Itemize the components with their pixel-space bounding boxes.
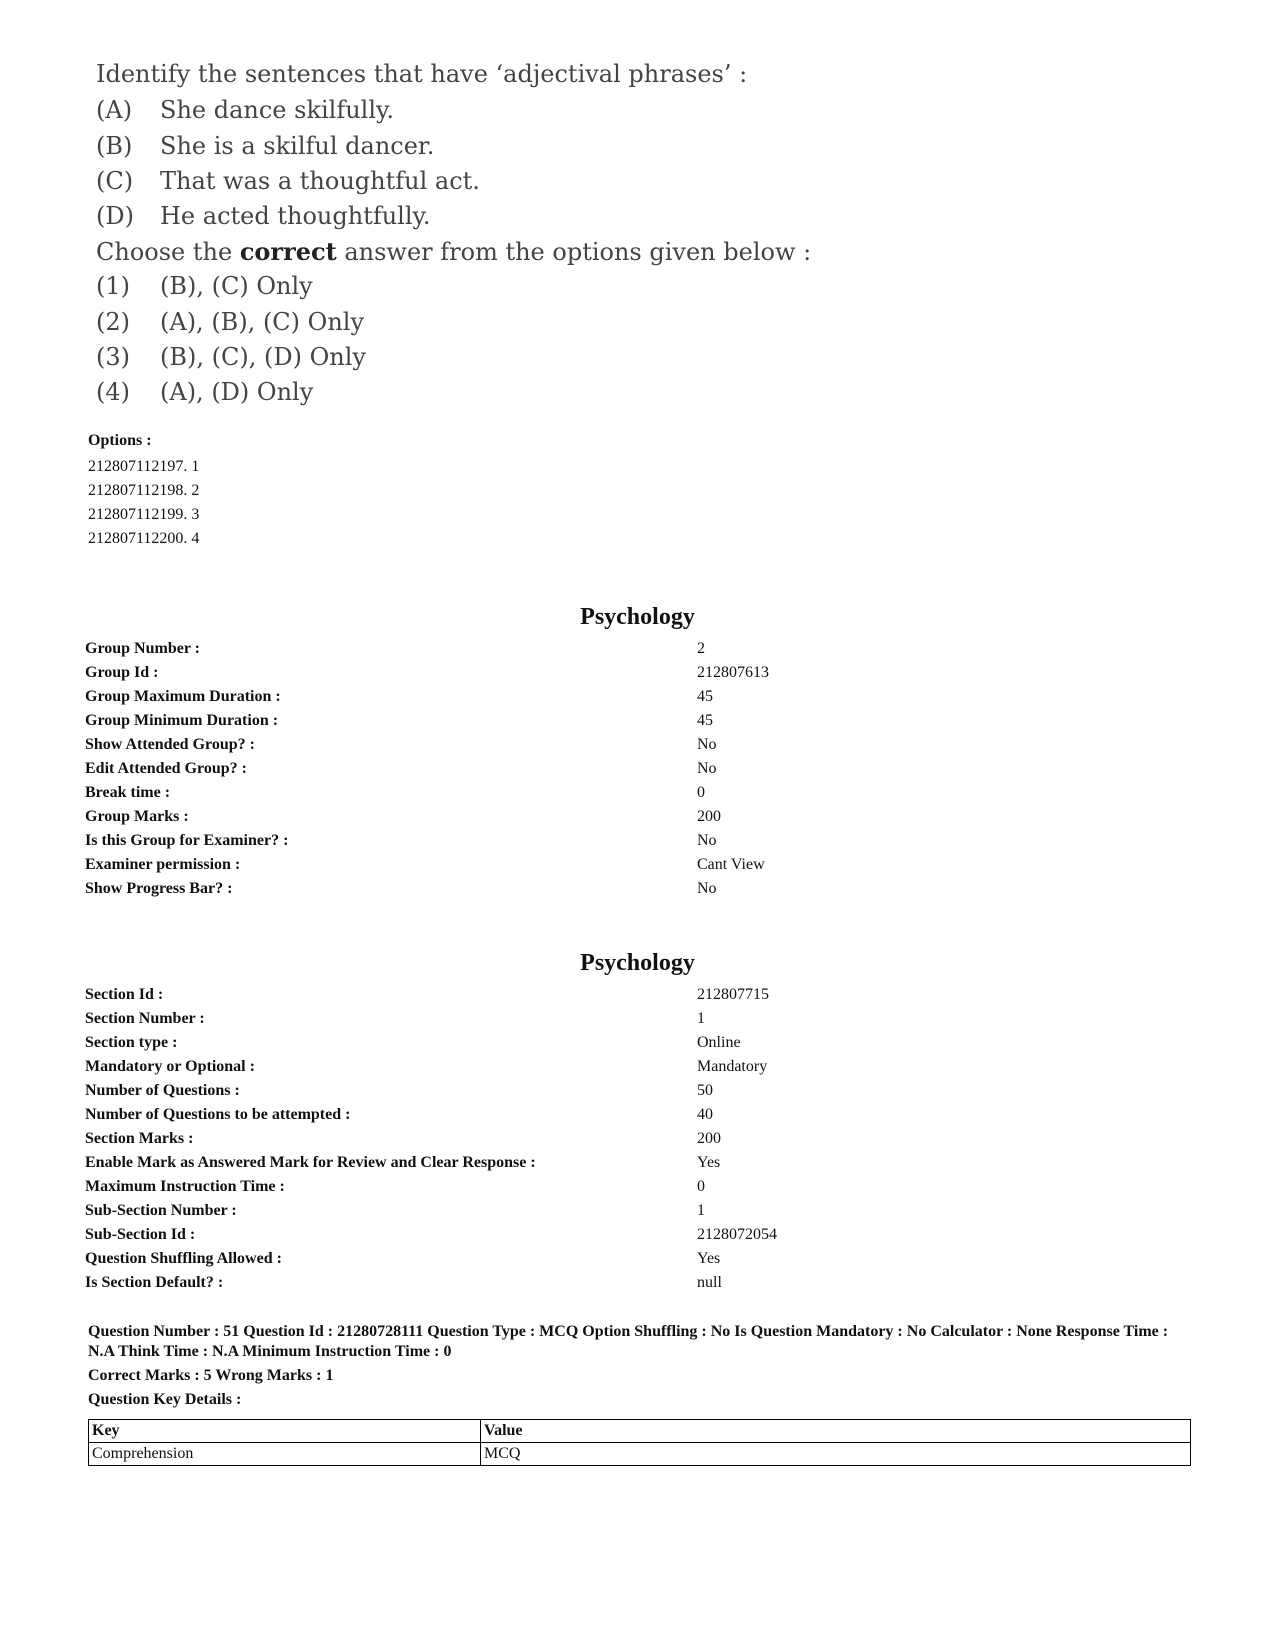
options-heading: Options : — [88, 432, 152, 449]
detail-value: 200 — [697, 1130, 721, 1147]
detail-value: No — [697, 880, 717, 897]
statement-text: He acted thoughtfully. — [160, 202, 431, 230]
detail-value: 45 — [697, 712, 713, 729]
detail-key: Number of Questions : — [85, 1082, 240, 1099]
detail-value: 212807715 — [697, 986, 769, 1003]
detail-key: Group Maximum Duration : — [85, 688, 281, 705]
statement-text: That was a thoughtful act. — [160, 167, 480, 195]
statement-label: (D) — [96, 202, 134, 230]
detail-key: Sub-Section Id : — [85, 1226, 196, 1243]
table-cell: MCQ — [481, 1443, 1191, 1466]
detail-value: 2 — [697, 640, 705, 657]
answer-label: (3) — [96, 343, 130, 371]
detail-value: 45 — [697, 688, 713, 705]
detail-value: Online — [697, 1034, 741, 1051]
detail-value: 200 — [697, 808, 721, 825]
detail-key: Break time : — [85, 784, 171, 801]
detail-key: Section Id : — [85, 986, 164, 1003]
statement-text: She dance skilfully. — [160, 96, 395, 124]
detail-key: Enable Mark as Answered Mark for Review and Clear Response : — [85, 1154, 536, 1171]
detail-key: Group Marks : — [85, 808, 189, 825]
option-item: 212807112197. 1 — [88, 458, 200, 475]
statement-label: (A) — [96, 96, 133, 124]
detail-value: 50 — [697, 1082, 713, 1099]
statement-label: (B) — [96, 132, 133, 160]
detail-key: Maximum Instruction Time : — [85, 1178, 285, 1195]
detail-key: Section Marks : — [85, 1130, 194, 1147]
detail-key: Examiner permission : — [85, 856, 241, 873]
detail-value: 2128072054 — [697, 1226, 777, 1243]
detail-value: 0 — [697, 1178, 705, 1195]
key-details-heading: Question Key Details : — [88, 1391, 242, 1408]
answer-label: (4) — [96, 378, 130, 406]
answer-text: (B), (C) Only — [160, 272, 313, 300]
detail-value: 1 — [697, 1010, 705, 1027]
answer-text: (A), (D) Only — [160, 378, 314, 406]
detail-value: No — [697, 736, 717, 753]
table-cell: Comprehension — [89, 1443, 481, 1466]
statement-label: (C) — [96, 167, 134, 195]
detail-key: Is this Group for Examiner? : — [85, 832, 289, 849]
table-header-row — [89, 1420, 1191, 1443]
choose-bold: correct — [239, 237, 337, 266]
marks-line: Correct Marks : 5 Wrong Marks : 1 — [88, 1367, 334, 1384]
detail-value: 0 — [697, 784, 705, 801]
question-prompt: Identify the sentences that have ‘adjectival phrases’ : — [96, 60, 748, 88]
choose-pre: Choose the — [96, 238, 240, 266]
detail-key: Group Number : — [85, 640, 200, 657]
table-header-value: Value — [481, 1420, 1191, 1443]
detail-key: Sub-Section Number : — [85, 1202, 237, 1219]
statement-text: She is a skilful dancer. — [160, 132, 435, 160]
table-row — [89, 1443, 1191, 1466]
choose-instruction — [96, 237, 811, 266]
detail-key: Show Attended Group? : — [85, 736, 255, 753]
group-title: Psychology — [580, 604, 695, 630]
question-meta — [88, 1322, 1198, 1414]
question-key-table — [88, 1419, 1191, 1466]
answer-label: (1) — [96, 272, 130, 300]
option-item: 212807112200. 4 — [88, 530, 200, 547]
detail-value: No — [697, 760, 717, 777]
detail-key: Group Id : — [85, 664, 159, 681]
option-item: 212807112198. 2 — [88, 482, 200, 499]
answer-text: (B), (C), (D) Only — [160, 343, 366, 371]
detail-value: 212807613 — [697, 664, 769, 681]
detail-key: Number of Questions to be attempted : — [85, 1106, 351, 1123]
choose-post: answer from the options given below : — [336, 238, 812, 266]
detail-key: Section type : — [85, 1034, 178, 1051]
detail-value: Yes — [697, 1250, 721, 1267]
detail-key: Question Shuffling Allowed : — [85, 1250, 282, 1267]
question-meta-line: Question Number : 51 Question Id : 21280728111 Question Type : MCQ Option Shuffling : No Is Question Mandatory : No Calculator : None Response Time : N.A Think Time : N.A Minimum Instruction Time : 0 — [88, 1323, 1169, 1360]
detail-value: Mandatory — [697, 1058, 768, 1075]
detail-value: 1 — [697, 1202, 705, 1219]
answer-text: (A), (B), (C) Only — [160, 308, 365, 336]
answer-label: (2) — [96, 308, 130, 336]
detail-value: Cant View — [697, 856, 765, 873]
table-header-key: Key — [89, 1420, 481, 1443]
detail-value: 40 — [697, 1106, 713, 1123]
detail-key: Group Minimum Duration : — [85, 712, 279, 729]
detail-value: No — [697, 832, 717, 849]
options-list — [88, 432, 199, 551]
section-title: Psychology — [580, 950, 695, 976]
detail-key: Show Progress Bar? : — [85, 880, 233, 897]
detail-value: null — [697, 1274, 722, 1291]
detail-key: Mandatory or Optional : — [85, 1058, 255, 1075]
detail-key: Edit Attended Group? : — [85, 760, 247, 777]
detail-key: Section Number : — [85, 1010, 205, 1027]
option-item: 212807112199. 3 — [88, 506, 200, 523]
detail-key: Is Section Default? : — [85, 1274, 224, 1291]
detail-value: Yes — [697, 1154, 721, 1171]
